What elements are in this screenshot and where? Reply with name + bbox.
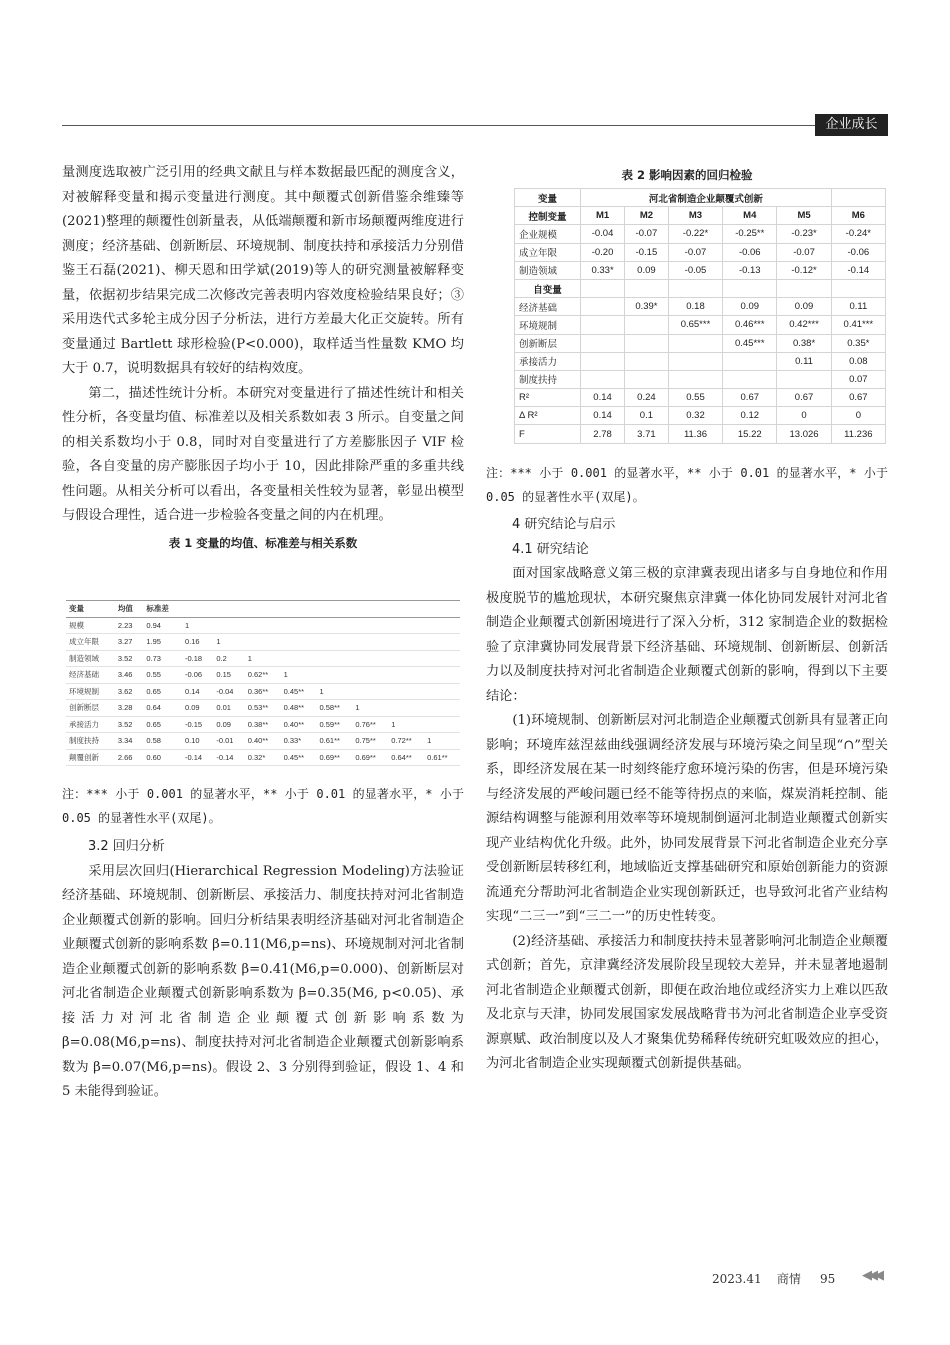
table1-header-cell (388, 601, 424, 618)
table1-cell (352, 667, 388, 684)
table2-cell: 11.236 (831, 425, 885, 443)
table1-cell: 0.59** (316, 716, 352, 733)
table1-note: 注：*** 小于 0.001 的显著水平，** 小于 0.01 的显著水平，* 小于 0.05 的显著性水平(双尾)。 (62, 787, 464, 825)
table1-header-cell (213, 601, 244, 618)
table2-cell (581, 370, 625, 388)
table2-cell: -0.15 (624, 243, 668, 261)
table1-cell: 0.64 (143, 700, 182, 717)
table2-cell: 0.67 (723, 389, 777, 407)
table1-caption: 表 1 变量的均值、标准差与相关系数 (168, 535, 358, 550)
table1-cell (281, 634, 317, 651)
table2-cell: 0.41*** (831, 316, 885, 334)
table2-cell (668, 334, 722, 352)
table1-cell (424, 683, 460, 700)
table2-cell: 制度扶持 (515, 370, 581, 388)
table1-header-row (66, 601, 460, 618)
table1-cell (316, 650, 352, 667)
table2-row (515, 243, 886, 261)
table1-cell: 0.69** (352, 749, 388, 766)
table1-cell: 0.60 (143, 749, 182, 766)
table1-cell: 规模 (66, 617, 115, 634)
table1-cell: 0.40** (281, 716, 317, 733)
table2-cell: F (515, 425, 581, 443)
table2-cell: 0.55 (668, 389, 722, 407)
table2-cell: 0.18 (668, 298, 722, 316)
table1-cell (352, 683, 388, 700)
table2-cell: 0.32 (668, 407, 722, 425)
table1-cell: 3.28 (115, 700, 143, 717)
table1-cell (388, 617, 424, 634)
table2-cell (831, 189, 885, 207)
table2-cell: -0.06 (723, 243, 777, 261)
table1-cell: 2.66 (115, 749, 143, 766)
table1-cell (281, 650, 317, 667)
table2-cell: -0.14 (831, 261, 885, 279)
table2-cell: 0.09 (777, 298, 831, 316)
table1-cell: 3.46 (115, 667, 143, 684)
table2-cell: 0.38* (777, 334, 831, 352)
table1-cell (424, 716, 460, 733)
table2-cell: -0.07 (624, 225, 668, 243)
table1-header-cell (424, 601, 460, 618)
table1-cell: 0.2 (213, 650, 244, 667)
table2-cell: 控制变量 (515, 207, 581, 225)
table1-cell (388, 667, 424, 684)
table2-cell (831, 279, 885, 297)
table1-cell (352, 650, 388, 667)
table2-cell: -0.05 (668, 261, 722, 279)
table2-cell: 0.09 (624, 261, 668, 279)
table1-header-cell: 标准差 (143, 601, 182, 618)
table1-cell: 0.09 (213, 716, 244, 733)
table2-cell (668, 352, 722, 370)
table1-cell (424, 634, 460, 651)
left-paragraph-3: 采用层次回归(Hierarchical Regression Modeling)方法验证经济基础、环境规制、创新断层、承接活力、制度扶持对河北省制造企业颠覆式创新的影响。回归分析结果表明经济基础对河北省制造企业颠覆式创新的影响系数 β=0.11(M6,p=ns)、环境规制对河北省制造企业颠覆式创新的影响系数 β=0.41(M6,p=0.000)、创新断层对河北省制造企业颠覆式创新影响系数为 β=0.35(M6, p<0.05)、承接活力对河北省制造企业颠覆式创新影响系数为 β=0.08(M6,p=ns)、制度扶持对河北省制造企业颠覆式创新影响系数为 β=0.07(M6,p=ns)。假设 2、3 分别得到验证，假设 1、4 和 5 未能得到验证。 (62, 863, 464, 1099)
section-4-1-heading: 4.1 研究结论 (512, 541, 589, 557)
header-rule (62, 125, 888, 126)
table2-cell: -0.07 (777, 243, 831, 261)
table2-cell: 创新断层 (515, 334, 581, 352)
table2-cell: -0.23* (777, 225, 831, 243)
table2-cell: 11.36 (668, 425, 722, 443)
right-column (486, 513, 888, 1077)
table1-cell: -0.14 (182, 749, 213, 766)
table2-cell (581, 334, 625, 352)
table1-cell: 成立年限 (66, 634, 115, 651)
footer-journal: 商情 (776, 1272, 801, 1286)
table1-row (66, 700, 460, 717)
table1-cell: 0.58** (316, 700, 352, 717)
table2-cell (581, 279, 625, 297)
table2-cell: 企业规模 (515, 225, 581, 243)
table1-cell: 0.61** (316, 733, 352, 750)
table2-cell (624, 352, 668, 370)
table1-cell (316, 617, 352, 634)
table2-cell: -0.07 (668, 243, 722, 261)
table2-cell: 0.1 (624, 407, 668, 425)
table2-cell: 0 (831, 407, 885, 425)
table2-cell: 0.11 (777, 352, 831, 370)
table1-cell: 0.32* (245, 749, 281, 766)
footer-arrows-icon: ◀◀◀ (862, 1268, 880, 1283)
table1-cell: 0.10 (182, 733, 213, 750)
table1-cell: -0.15 (182, 716, 213, 733)
table2-cell: 0.24 (624, 389, 668, 407)
table1-cell: 0.16 (182, 634, 213, 651)
table2-cell: M1 (581, 207, 625, 225)
table2-cell: 0.11 (831, 298, 885, 316)
table1-cell: 创新断层 (66, 700, 115, 717)
table2-cell: 成立年限 (515, 243, 581, 261)
table1-cell: 2.23 (115, 617, 143, 634)
table1-cell: 0.69** (316, 749, 352, 766)
table2-caption: 表 2 影响因素的回归检验 (621, 168, 753, 182)
table1-cell: 0.55 (143, 667, 182, 684)
table2-cell: 0.14 (581, 407, 625, 425)
table2-cell: 承接活力 (515, 352, 581, 370)
table1-cell: 0.65 (143, 683, 182, 700)
table1 (66, 600, 460, 766)
table2-cell: 0.42*** (777, 316, 831, 334)
table1-header-cell (352, 601, 388, 618)
table1-cell: 1 (281, 667, 317, 684)
table1-cell: 1 (352, 700, 388, 717)
table1-cell: -0.18 (182, 650, 213, 667)
table1-cell: 0.38** (245, 716, 281, 733)
table2-cell: 0.67 (831, 389, 885, 407)
table1-row (66, 634, 460, 651)
table1-cell: 颠覆创新 (66, 749, 115, 766)
table2-cell: -0.24* (831, 225, 885, 243)
table1-cell (388, 634, 424, 651)
right-paragraph-3: (2)经济基础、承接活力和制度扶持未显著影响河北制造企业颠覆式创新；首先，京津冀经济发展阶段呈现较大差异，并未显著地遏制河北省制造企业颠覆式创新，即便在政治地位或经济实力上难以匹敌及北京与天津，协同发展国家发展战略背书为河北省制造企业享受资源禀赋、政治制度以及人才聚集优势稀释传统研究虹吸效应的担心，为河北省制造企业实现颠覆式创新提供基础。 (486, 933, 888, 1071)
table1-cell: 0.09 (182, 700, 213, 717)
table2-header-row (515, 189, 886, 207)
left-paragraph-1: 量测度选取被广泛引用的经典文献且与样本数据最匹配的测度含义，对被解释变量和揭示变量进行测度。其中颠覆式创新借鉴余维臻等(2021)整理的颠覆性创新量表，从低端颠覆和新市场颠覆两维度进行测度；经济基础、创新断层、环境规制、制度扶持和承接活力分别借鉴王石磊(2021)、柳天恩和田学斌(2019)等人的研究测量被解释变量，依据初步结果完成二次修改完善表明内容效度检验结果良好；③采用迭代式多轮主成分因子分析法，进行方差最大化正交旋转。所有变量通过 Bartlett 球形检验(P<0.000)，取样适当性量数 KMO 均大于 0.7，说明数据具有较好的结构效度。 (62, 165, 464, 376)
table1-row (66, 617, 460, 634)
table2-cell: 2.78 (581, 425, 625, 443)
table2-cell (777, 370, 831, 388)
table1-cell: 0.94 (143, 617, 182, 634)
footer-issue: 2023.41 (712, 1272, 762, 1286)
right-paragraph-2: (1)环境规制、创新断层对河北制造企业颠覆式创新具有显著正向影响；环境库兹涅兹曲线强调经济发展与环境污染之间呈现“∩”型关系，即经济发展在某一时刻终能疗愈环境污染的伤害，但是环境污染与经济发展的严峻问题已经不能等待拐点的来临，煤炭消耗控制、能源结构调整与能源利用效率等环境规制倒逼河北制造业颠覆式创新实现产业结构优化升级。此外，协同发展背景下河北省制造企业充分享受创新断层转移红利，地域临近支撑基础研究和原始创新能力的资源流通充分帮助河北省制造企业实现创新跃迁，也导致河北省产业结构实现“二三一”到“三二一”的历史性转变。 (486, 713, 888, 924)
page-footer (712, 1270, 835, 1287)
table1-cell (424, 667, 460, 684)
table2-cell: M3 (668, 207, 722, 225)
table2-cell (581, 298, 625, 316)
table2-cell: -0.04 (581, 225, 625, 243)
table1-cell: 1 (245, 650, 281, 667)
table1-cell: 0.61** (424, 749, 460, 766)
table1-cell (281, 617, 317, 634)
table1-cell: 承接活力 (66, 716, 115, 733)
table2-cell (624, 334, 668, 352)
table1-row (66, 667, 460, 684)
table2-cell (723, 370, 777, 388)
table2-cell: M6 (831, 207, 885, 225)
table1-header-cell (281, 601, 317, 618)
table2-cell: -0.25** (723, 225, 777, 243)
table1-cell: 0.48** (281, 700, 317, 717)
table1-cell (424, 617, 460, 634)
table1-cell: 1 (182, 617, 213, 634)
left-column (62, 161, 464, 555)
table2-row (515, 370, 886, 388)
table2-row (515, 407, 886, 425)
table2 (514, 188, 886, 444)
table2-cell: -0.13 (723, 261, 777, 279)
table1-cell: 0.45** (281, 749, 317, 766)
table1-cell: 0.40** (245, 733, 281, 750)
table1-cell: 0.75** (352, 733, 388, 750)
table1-cell (352, 617, 388, 634)
table2-cell (668, 370, 722, 388)
table2-cell: Δ R² (515, 407, 581, 425)
table2-cell: 3.71 (624, 425, 668, 443)
table2-row (515, 225, 886, 243)
table1-cell: 环境规制 (66, 683, 115, 700)
table2-cell (624, 279, 668, 297)
table1-cell (213, 617, 244, 634)
table2-row (515, 425, 886, 443)
table1-cell: 3.34 (115, 733, 143, 750)
table2-cell: -0.20 (581, 243, 625, 261)
left-paragraph-2: 第二，描述性统计分析。本研究对变量进行了描述性统计和相关性分析，各变量均值、标准差以及相关系数如表 3 所示。自变量之间的相关系数均小于 0.8，同时对自变量进行了方差膨胀因子 VIF 检验，各自变量的房产膨胀因子均小于 10，因此排除严重的多重共线性问题。从相关分析可以看出，各变量相关性较为显著，彰显出模型与假设合理性，适合进一步检验各变量之间的内在机理。 (62, 385, 464, 523)
table2-cell: 0.14 (581, 389, 625, 407)
table2-iv-label-row (515, 279, 886, 297)
table2-row (515, 316, 886, 334)
table1-header-cell: 均值 (115, 601, 143, 618)
left-column-lower (62, 835, 464, 1105)
table1-cell (388, 683, 424, 700)
table2-cell: 0.12 (723, 407, 777, 425)
table1-cell: -0.14 (213, 749, 244, 766)
section-tag: 企业成长 (815, 114, 888, 136)
table1-cell: 0.45** (281, 683, 317, 700)
table1-cell: 0.53** (245, 700, 281, 717)
table2-cell (668, 279, 722, 297)
table1-cell: 1 (388, 716, 424, 733)
table2-cell: 制造领域 (515, 261, 581, 279)
table2-cell (624, 370, 668, 388)
table2-cell: -0.12* (777, 261, 831, 279)
table1-cell: 0.62** (245, 667, 281, 684)
table2-cell (723, 352, 777, 370)
table1-cell: 0.64** (388, 749, 424, 766)
table1-row (66, 716, 460, 733)
table2-row (515, 298, 886, 316)
table2-cell: 0.35* (831, 334, 885, 352)
table1-cell: 3.62 (115, 683, 143, 700)
table2-cell: M5 (777, 207, 831, 225)
table1-cell: 0.01 (213, 700, 244, 717)
table1-row (66, 749, 460, 766)
table2-row (515, 261, 886, 279)
table1-cell (316, 667, 352, 684)
table1-cell: 0.58 (143, 733, 182, 750)
table2-cell: 经济基础 (515, 298, 581, 316)
table2-cell: 0.39* (624, 298, 668, 316)
table2-cell (777, 279, 831, 297)
table1-cell: 0.65 (143, 716, 182, 733)
table1-cell: 0.14 (182, 683, 213, 700)
table1-cell: 1 (213, 634, 244, 651)
table1-cell: 1.95 (143, 634, 182, 651)
table2-cell: 0.08 (831, 352, 885, 370)
table1-row (66, 650, 460, 667)
table1-cell: 0.73 (143, 650, 182, 667)
table1-cell: 制造领域 (66, 650, 115, 667)
table1-cell (316, 634, 352, 651)
table2-cell: 0.46*** (723, 316, 777, 334)
table1-cell: 0.36** (245, 683, 281, 700)
table2-row (515, 334, 886, 352)
right-paragraph-1: 面对国家战略意义第三极的京津冀表现出诸多与自身地位和作用极度脱节的尴尬现状，本研究聚焦京津冀一体化协同发展针对河北省制造企业颠覆式创新困境进行了深入分析，312 家制造企业的数据检验了京津冀协同发展背景下经济基础、环境规制、创新断层、创新活力以及制度扶持对河北省制造企业颠覆式创新的影响，得到以下主要结论： (486, 566, 888, 704)
table2-cell: 0.45*** (723, 334, 777, 352)
table1-cell (424, 700, 460, 717)
table1-cell: 3.27 (115, 634, 143, 651)
table1-cell: 3.52 (115, 716, 143, 733)
table1-cell (245, 617, 281, 634)
table1-cell (245, 634, 281, 651)
table1-cell (352, 634, 388, 651)
table1-cell: 0.33* (281, 733, 317, 750)
section-4-heading: 4 研究结论与启示 (512, 517, 616, 532)
table1-cell: 1 (424, 733, 460, 750)
table2-cell: 变量 (515, 189, 581, 207)
table1-header-cell (245, 601, 281, 618)
table1-row (66, 733, 460, 750)
table1-cell: 0.72** (388, 733, 424, 750)
table2-cell (581, 316, 625, 334)
table1-cell (388, 700, 424, 717)
table2-cell: 15.22 (723, 425, 777, 443)
table1-row (66, 683, 460, 700)
table2-cell: M4 (723, 207, 777, 225)
section-3-2-heading: 3.2 回归分析 (88, 839, 165, 854)
table1-cell: 1 (316, 683, 352, 700)
table1-cell: 制度扶持 (66, 733, 115, 750)
table1-cell: 0.15 (213, 667, 244, 684)
table2-cell: 0.67 (777, 389, 831, 407)
table2-cell: 0.65*** (668, 316, 722, 334)
table2-cell: 13.026 (777, 425, 831, 443)
table1-cell: 经济基础 (66, 667, 115, 684)
table2-row (515, 389, 886, 407)
table1-cell: 0.76** (352, 716, 388, 733)
table2-cell: M2 (624, 207, 668, 225)
table2-cell: 0.09 (723, 298, 777, 316)
table2-cell: -0.22* (668, 225, 722, 243)
table2-row (515, 352, 886, 370)
table2-cell: 0.07 (831, 370, 885, 388)
table1-cell: -0.04 (213, 683, 244, 700)
table2-model-row (515, 207, 886, 225)
table2-cell (723, 279, 777, 297)
table2-cell (581, 352, 625, 370)
table1-cell (388, 650, 424, 667)
table2-cell: 自变量 (515, 279, 581, 297)
table2-cell: -0.06 (831, 243, 885, 261)
table2-cell (624, 316, 668, 334)
table2-cell: 0.33* (581, 261, 625, 279)
table1-cell: -0.01 (213, 733, 244, 750)
table1-header-cell (316, 601, 352, 618)
table1-cell: 3.52 (115, 650, 143, 667)
table2-note: 注：*** 小于 0.001 的显著水平，** 小于 0.01 的显著水平，* 小于 0.05 的显著性水平(双尾)。 (486, 466, 888, 504)
table2-cell: 0 (777, 407, 831, 425)
table2-cell: R² (515, 389, 581, 407)
table1-header-cell: 变量 (66, 601, 115, 618)
table2-cell: 河北省制造企业颠覆式创新 (581, 189, 832, 207)
table1-cell (424, 650, 460, 667)
table2-cell: 环境规制 (515, 316, 581, 334)
table1-cell: -0.06 (182, 667, 213, 684)
footer-page-number: 95 (819, 1272, 836, 1286)
table1-header-cell (182, 601, 213, 618)
